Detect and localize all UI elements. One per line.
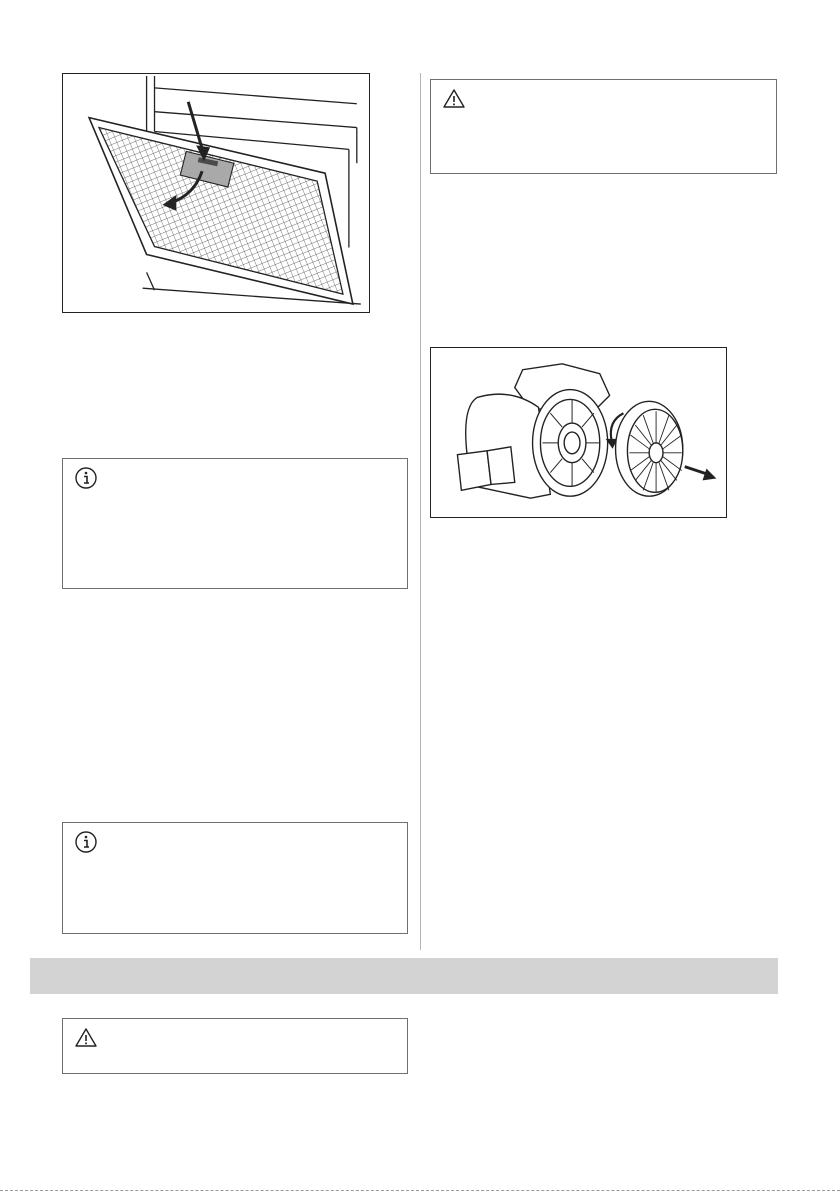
column-divider <box>420 73 421 950</box>
info-circle-icon <box>74 830 98 854</box>
info-note-1 <box>62 458 408 589</box>
warning-note-bottom <box>62 1018 408 1074</box>
grease-filter-figure <box>62 73 370 313</box>
warning-triangle-icon <box>74 1026 98 1050</box>
grease-filter-removal-illustration <box>63 74 369 312</box>
warning-note-top <box>430 79 777 174</box>
section-heading-band <box>30 958 778 994</box>
charcoal-filter-removal-illustration <box>431 348 726 517</box>
info-circle-icon <box>74 466 98 490</box>
info-note-2 <box>62 822 408 934</box>
page-bottom-edge <box>0 1190 840 1191</box>
charcoal-filter-figure <box>430 347 727 518</box>
warning-triangle-icon <box>442 87 466 111</box>
